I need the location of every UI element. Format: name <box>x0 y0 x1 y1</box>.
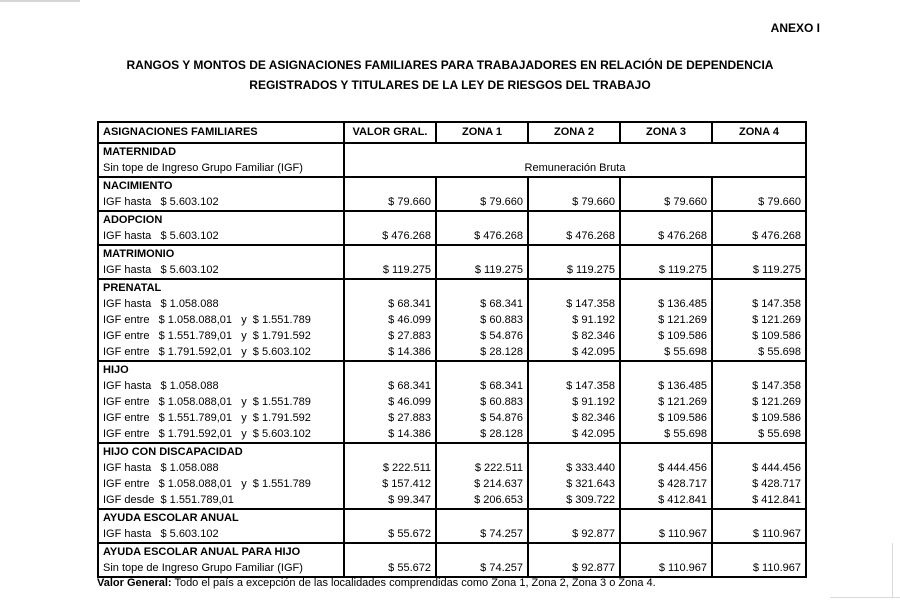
value: $ 74.257 <box>480 528 523 540</box>
value: $ 79.660 <box>480 196 523 208</box>
merged-value: Remuneración Bruta <box>524 162 626 174</box>
value-cell <box>529 444 621 508</box>
document-title <box>0 55 900 95</box>
value: $ 110.967 <box>752 528 801 540</box>
section-label-cell <box>99 144 345 176</box>
value-cell <box>621 246 713 278</box>
title-line-1: RANGOS Y MONTOS DE ASIGNACIONES FAMILIARES PARA TRABAJADORES EN RELACIÓN DE DEPENDENCIA <box>126 58 774 72</box>
value: $ 79.660 <box>572 196 615 208</box>
value-cell <box>621 178 713 210</box>
value-cell <box>713 510 805 542</box>
value: $ 79.660 <box>664 196 707 208</box>
row-label: IGF entre $ 1.791.592,01 y $ 5.603.102 <box>103 428 311 440</box>
value-cell <box>621 444 713 508</box>
asignaciones-familiares-table <box>97 121 807 578</box>
value: $ 110.967 <box>752 562 801 574</box>
value: $ 121.269 <box>752 396 801 408</box>
header-zona-1: ZONA 1 <box>437 123 529 142</box>
header-asignaciones-familiares: ASIGNACIONES FAMILIARES <box>99 123 345 142</box>
section-title: PRENATAL <box>103 282 162 294</box>
value-cell <box>345 280 437 360</box>
table-section-row <box>99 362 805 444</box>
value: $ 46.099 <box>388 396 431 408</box>
value: $ 55.698 <box>664 428 707 440</box>
value: $ 27.883 <box>388 330 431 342</box>
row-label: IGF entre $ 1.058.088,01 y $ 1.551.789 <box>103 396 311 408</box>
value-cell <box>345 178 437 210</box>
table-section-row <box>99 544 805 576</box>
value-cell <box>437 178 529 210</box>
header-valor-gral: VALOR GRAL. <box>345 123 437 142</box>
value: $ 82.346 <box>572 412 615 424</box>
value: $ 54.876 <box>480 412 523 424</box>
section-label-cell <box>99 544 345 576</box>
row-label: IGF entre $ 1.551.789,01 y $ 1.791.592 <box>103 412 311 424</box>
value-cell <box>529 178 621 210</box>
table-header-row <box>99 123 805 144</box>
value: $ 109.586 <box>658 412 707 424</box>
value-cell <box>529 544 621 576</box>
value: $ 136.485 <box>658 380 707 392</box>
value: $ 476.268 <box>752 230 801 242</box>
value-cell <box>345 246 437 278</box>
value: $ 119.275 <box>382 264 431 276</box>
value: $ 42.095 <box>572 346 615 358</box>
value: $ 121.269 <box>658 314 707 326</box>
value: $ 476.268 <box>474 230 523 242</box>
value: $ 91.192 <box>572 314 615 326</box>
row-label: IGF hasta $ 1.058.088 <box>103 462 219 474</box>
row-label: IGF entre $ 1.058.088,01 y $ 1.551.789 <box>103 314 311 326</box>
value-cell <box>713 544 805 576</box>
table-section-row <box>99 178 805 212</box>
header-zona-4: ZONA 4 <box>739 126 779 138</box>
value: $ 428.717 <box>658 478 707 490</box>
section-label-cell <box>99 444 345 508</box>
value-cell <box>437 544 529 576</box>
row-label: Sin tope de Ingreso Grupo Familiar (IGF) <box>103 562 303 574</box>
table-section-row <box>99 212 805 246</box>
value: $ 157.412 <box>382 478 431 490</box>
page-edge-line-bottom <box>830 597 900 598</box>
table-section-row <box>99 144 805 178</box>
value: $ 412.841 <box>752 494 801 506</box>
value: $ 14.386 <box>388 428 431 440</box>
value-cell <box>713 178 805 210</box>
value: $ 55.698 <box>758 346 801 358</box>
value: $ 147.358 <box>752 380 801 392</box>
row-label: IGF hasta $ 1.058.088 <box>103 298 219 310</box>
value-cell <box>345 444 437 508</box>
value: $ 119.275 <box>752 264 801 276</box>
value-cell <box>437 510 529 542</box>
value-cell <box>713 444 805 508</box>
value: $ 79.660 <box>758 196 801 208</box>
row-label: IGF hasta $ 1.058.088 <box>103 380 219 392</box>
row-label: IGF hasta $ 5.603.102 <box>103 528 219 540</box>
section-title: MATERNIDAD <box>103 146 177 158</box>
value-cell <box>529 510 621 542</box>
value: $ 54.876 <box>480 330 523 342</box>
value: $ 60.883 <box>480 314 523 326</box>
row-label: IGF hasta $ 5.603.102 <box>103 264 219 276</box>
footnote <box>97 576 656 591</box>
value: $ 110.967 <box>658 562 707 574</box>
value: $ 68.341 <box>388 298 431 310</box>
value: $ 92.877 <box>572 528 615 540</box>
value-cell <box>437 212 529 244</box>
value-cell <box>621 362 713 442</box>
section-label-cell <box>99 212 345 244</box>
value-cell <box>437 444 529 508</box>
value: $ 68.341 <box>480 298 523 310</box>
value: $ 444.456 <box>752 462 801 474</box>
value: $ 121.269 <box>752 314 801 326</box>
value: $ 27.883 <box>388 412 431 424</box>
section-title: MATRIMONIO <box>103 248 175 260</box>
value: $ 99.347 <box>388 494 431 506</box>
row-label: IGF hasta $ 5.603.102 <box>103 230 219 242</box>
row-label: IGF entre $ 1.058.088,01 y $ 1.551.789 <box>103 478 311 490</box>
footnote-text: Todo el país a excepción de las localidades comprendidas como Zona 1, Zona 2, Zona 3 o Zona 4. <box>171 577 656 589</box>
screen-edge-artifact-top <box>0 0 80 2</box>
value: $ 110.967 <box>658 528 707 540</box>
section-label-cell <box>99 510 345 542</box>
value: $ 412.841 <box>658 494 707 506</box>
value: $ 476.268 <box>382 230 431 242</box>
value-cell <box>529 246 621 278</box>
value-cell <box>529 212 621 244</box>
section-title: AYUDA ESCOLAR ANUAL PARA HIJO <box>103 546 301 558</box>
value: $ 222.511 <box>474 462 523 474</box>
value: $ 121.269 <box>658 396 707 408</box>
value: $ 136.485 <box>658 298 707 310</box>
section-title: ADOPCION <box>103 214 163 226</box>
value: $ 119.275 <box>566 264 615 276</box>
value: $ 214.637 <box>474 478 523 490</box>
value-cell <box>713 212 805 244</box>
table-body <box>99 144 805 576</box>
value: $ 68.341 <box>388 380 431 392</box>
value: $ 476.268 <box>566 230 615 242</box>
value-cell <box>345 510 437 542</box>
table-section-row <box>99 280 805 362</box>
value-cell <box>437 362 529 442</box>
value: $ 109.586 <box>752 330 801 342</box>
value: $ 147.358 <box>566 380 615 392</box>
value: $ 91.192 <box>572 396 615 408</box>
section-label-cell <box>99 178 345 210</box>
value: $ 119.275 <box>658 264 707 276</box>
section-label-cell <box>99 362 345 442</box>
value: $ 109.586 <box>658 330 707 342</box>
value-cell <box>713 362 805 442</box>
value: $ 60.883 <box>480 396 523 408</box>
value-cell <box>437 280 529 360</box>
value: $ 333.440 <box>566 462 615 474</box>
section-title: HIJO CON DISCAPACIDAD <box>103 446 243 458</box>
value: $ 55.698 <box>664 346 707 358</box>
merged-value-cell <box>345 144 805 176</box>
title-line-2: REGISTRADOS Y TITULARES DE LA LEY DE RIESGOS DEL TRABAJO <box>249 78 651 92</box>
value: $ 14.386 <box>388 346 431 358</box>
value-cell <box>529 280 621 360</box>
section-title: AYUDA ESCOLAR ANUAL <box>103 512 239 524</box>
value: $ 206.653 <box>474 494 523 506</box>
value: $ 42.095 <box>572 428 615 440</box>
value: $ 55.672 <box>388 562 431 574</box>
section-label-cell <box>99 246 345 278</box>
table-section-row <box>99 444 805 510</box>
footnote-label: Valor General: <box>97 577 172 589</box>
value-cell <box>345 212 437 244</box>
value: $ 82.346 <box>572 330 615 342</box>
section-title: HIJO <box>103 364 129 376</box>
value: $ 309.722 <box>566 494 615 506</box>
table-section-row <box>99 510 805 544</box>
header-zona-3: ZONA 3 <box>621 123 713 142</box>
value-cell <box>437 246 529 278</box>
row-label: IGF entre $ 1.791.592,01 y $ 5.603.102 <box>103 346 311 358</box>
value: $ 28.128 <box>480 346 523 358</box>
value: $ 321.643 <box>566 478 615 490</box>
value-cell <box>621 510 713 542</box>
value: $ 109.586 <box>752 412 801 424</box>
value-cell <box>345 362 437 442</box>
value: $ 147.358 <box>566 298 615 310</box>
value-cell <box>713 246 805 278</box>
row-label: IGF hasta $ 5.603.102 <box>103 196 219 208</box>
value-cell <box>529 362 621 442</box>
row-label: IGF entre $ 1.551.789,01 y $ 1.791.592 <box>103 330 311 342</box>
page-edge-line-right <box>892 543 893 598</box>
value: $ 55.672 <box>388 528 431 540</box>
value: $ 46.099 <box>388 314 431 326</box>
header-zona-2: ZONA 2 <box>529 123 621 142</box>
value: $ 55.698 <box>758 428 801 440</box>
value: $ 92.877 <box>572 562 615 574</box>
value: $ 79.660 <box>388 196 431 208</box>
value: $ 444.456 <box>658 462 707 474</box>
annex-label: ANEXO I <box>770 21 820 35</box>
row-label: Sin tope de Ingreso Grupo Familiar (IGF) <box>103 162 303 174</box>
value-cell <box>345 544 437 576</box>
value-cell <box>621 212 713 244</box>
value: $ 68.341 <box>480 380 523 392</box>
value-cell <box>621 544 713 576</box>
value-cell <box>621 280 713 360</box>
value: $ 476.268 <box>658 230 707 242</box>
value-cell <box>713 280 805 360</box>
value: $ 147.358 <box>752 298 801 310</box>
value: $ 28.128 <box>480 428 523 440</box>
value: $ 428.717 <box>752 478 801 490</box>
section-label-cell <box>99 280 345 360</box>
value: $ 222.511 <box>382 462 431 474</box>
row-label: IGF desde $ 1.551.789,01 <box>103 494 234 506</box>
value: $ 74.257 <box>480 562 523 574</box>
section-title: NACIMIENTO <box>103 180 173 192</box>
table-section-row <box>99 246 805 280</box>
value: $ 119.275 <box>474 264 523 276</box>
